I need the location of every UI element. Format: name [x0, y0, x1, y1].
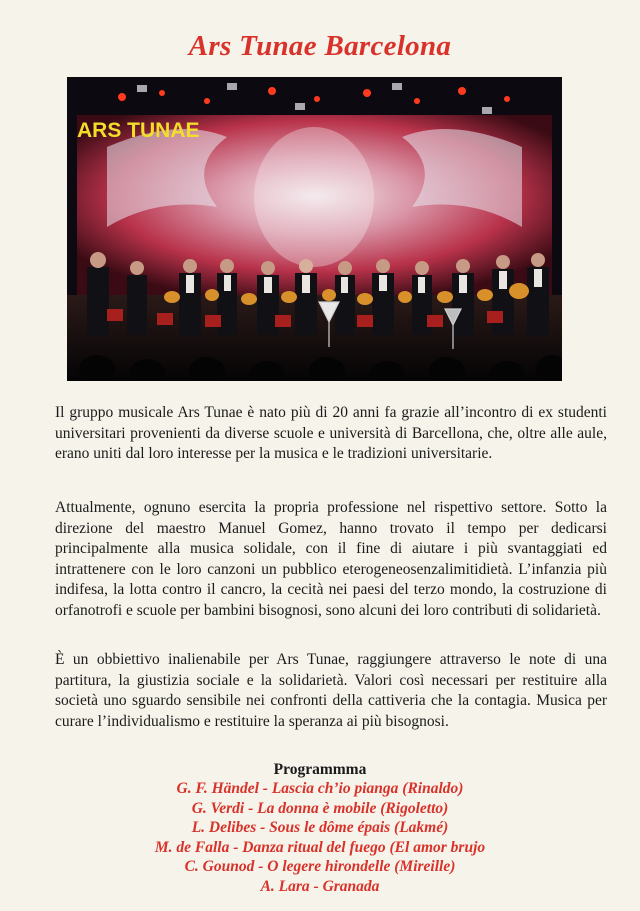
programme-item: G. Verdi - La donna è mobile (Rigoletto) [191, 799, 449, 817]
programme-section [0, 760, 640, 897]
programme-item: C. Gounod - O legere hirondelle (Mireille) [184, 858, 456, 876]
concert-photo-illustration [67, 77, 562, 381]
paragraph-values: È un obbiettivo inalienabile per Ars Tunae, raggiungere attraverso le note di una partitura, la giustizia sociale e la solidarietà. Valori così necessari per restituire alla società uno sguardo sensibile nei confronti della cattiveria che la contagia. Musica per curare l’individualismo e restituire la speranza ai più bisognosi. [55, 651, 607, 730]
programme-item: A. Lara - Granada [260, 877, 380, 895]
banner-text: ARS TUNAE [77, 119, 200, 142]
paragraph-mission: Attualmente, ognuno esercita la propria professione nel rispettivo settore. Sotto la direzione del maestro Manuel Gomez, hanno trovato il tempo per dedicarsi principalmente alla musica solidale, con il fine di aiutare i più svantaggiati ed intrattenere con le loro canzoni un pubblico eterogeneosenzalimitidietà. L’infanzia più indifesa, la lotta contro il cancro, la cecità nei paesi del terzo mondo, la costruzione di orfanotrofi e scuole per bambini bisognosi, sono alcuni dei loro contributi di solidarietà. [55, 499, 607, 619]
page-title: Ars Tunae Barcelona [188, 30, 452, 62]
programme-item: M. de Falla - Danza ritual del fuego (El amor brujo [154, 838, 486, 856]
programme-item: L. Delibes - Sous le dôme épais (Lakmé) [191, 819, 449, 837]
paragraph-history: Il gruppo musicale Ars Tunae è nato più di 20 anni fa grazie all’incontro di ex studenti universitari provenienti da diverse scuole e università di Barcellona, che, oltre alle aule, erano uniti dal loro interesse per la musica e le tradizioni universitarie. [55, 404, 607, 463]
programme-item: G. F. Händel - Lascia ch’io pianga (Rinaldo) [176, 780, 464, 797]
programme-heading: Programmma [273, 761, 367, 778]
concert-photo [67, 77, 562, 381]
